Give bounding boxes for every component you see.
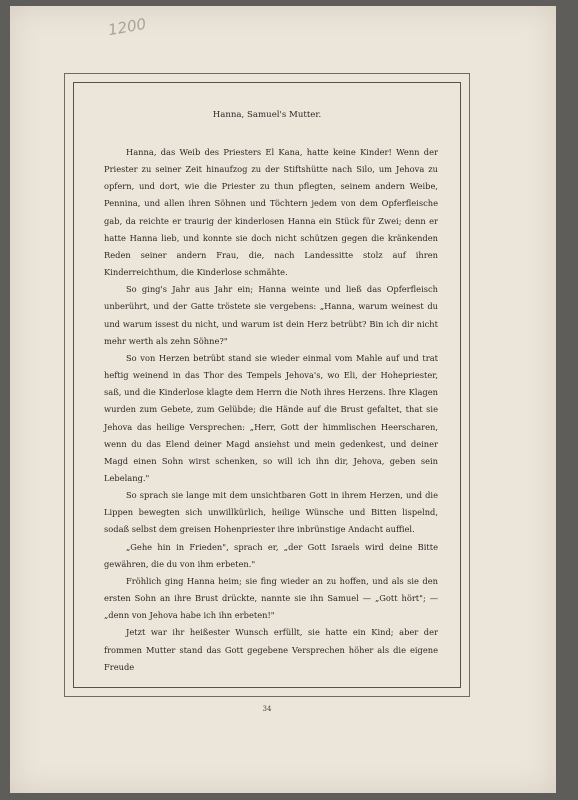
paragraph: Hanna, das Weib des Priesters El Kana, hatte keine Kinder! Wenn der Priester zu seiner Zeit hinaufzog zu der Stiftshütte nach Silo, um Jehova zu opfern, und dort, wie die Priester zu thun pflegten, seinem andern Weibe, Pennina, und allen ihren Söhnen und Töchtern jedem von dem Opferfleische gab, da reichte er traurig der kinderlosen Hanna ein Stück für Zwei; denn er hatte Hanna lieb, und konnte sie doch nicht schützen gegen die kränkenden Reden seiner andern Frau, die, nach Landessitte stolz auf ihren Kinderreichthum, die Kinderlose schmähte.: [104, 147, 438, 278]
paragraph: So sprach sie lange mit dem unsichtbaren Gott in ihrem Herzen, und die Lippen bewegten sich unwillkürlich, heilige Wünsche und Bitten lispelnd, sodaß selbst dem greisen Hohenpriester ihre inbrünstige Andacht auffiel.: [104, 490, 438, 535]
paragraph: So ging's Jahr aus Jahr ein; Hanna weinte und ließ das Opferfleisch unberührt, und der Gatte tröstete sie vergebens: „Hanna, warum weinest du und warum issest du nicht, und warum ist dein Herz betrübt? Bin ich dir nicht mehr werth als zehn Söhne?": [104, 284, 438, 346]
pencil-note: 1200: [106, 14, 148, 40]
page-title: Hanna, Samuel's Mutter.: [212, 110, 322, 120]
paragraph: So von Herzen betrübt stand sie wieder einmal vom Mahle auf und trat heftig weinend in das Thor des Tempels Jehova's, wo Eli, der Hohepriester, saß, und die Kinderlose klagte dem Herrn die Noth ihres Herzens. Ihre Klagen wurden zum Gebete, zum Gelübde; die Hände auf die Brust gefaltet, that sie Jehova das heilige Versprechen: „Herr, Gott der himmlischen Heerscharen, wenn du das Elend deiner Magd ansiehst und mein gedenkest, und deiner Magd einen Sohn wirst schenken, so will ich ihn dir, Jehova, geben sein Lebelang.": [104, 352, 438, 483]
body-text: [104, 144, 438, 676]
paragraph: Jetzt war ihr heißester Wunsch erfüllt, sie hatte ein Kind; aber der frommen Mutter stand das Gott gegebene Versprechen höher als die eigene Freude: [104, 627, 438, 672]
paragraph: „Gehe hin in Frieden", sprach er, „der Gott Israels wird deine Bitte gewähren, die du von ihm erbeten.": [104, 541, 438, 569]
paragraph: Fröhlich ging Hanna heim; sie fing wieder an zu hoffen, und als sie den ersten Sohn an ihre Brust drückte, nannte sie ihn Samuel — „Gott hört"; — „denn von Jehova habe ich ihn erbeten!": [104, 575, 438, 621]
page-number: 34: [262, 705, 272, 713]
